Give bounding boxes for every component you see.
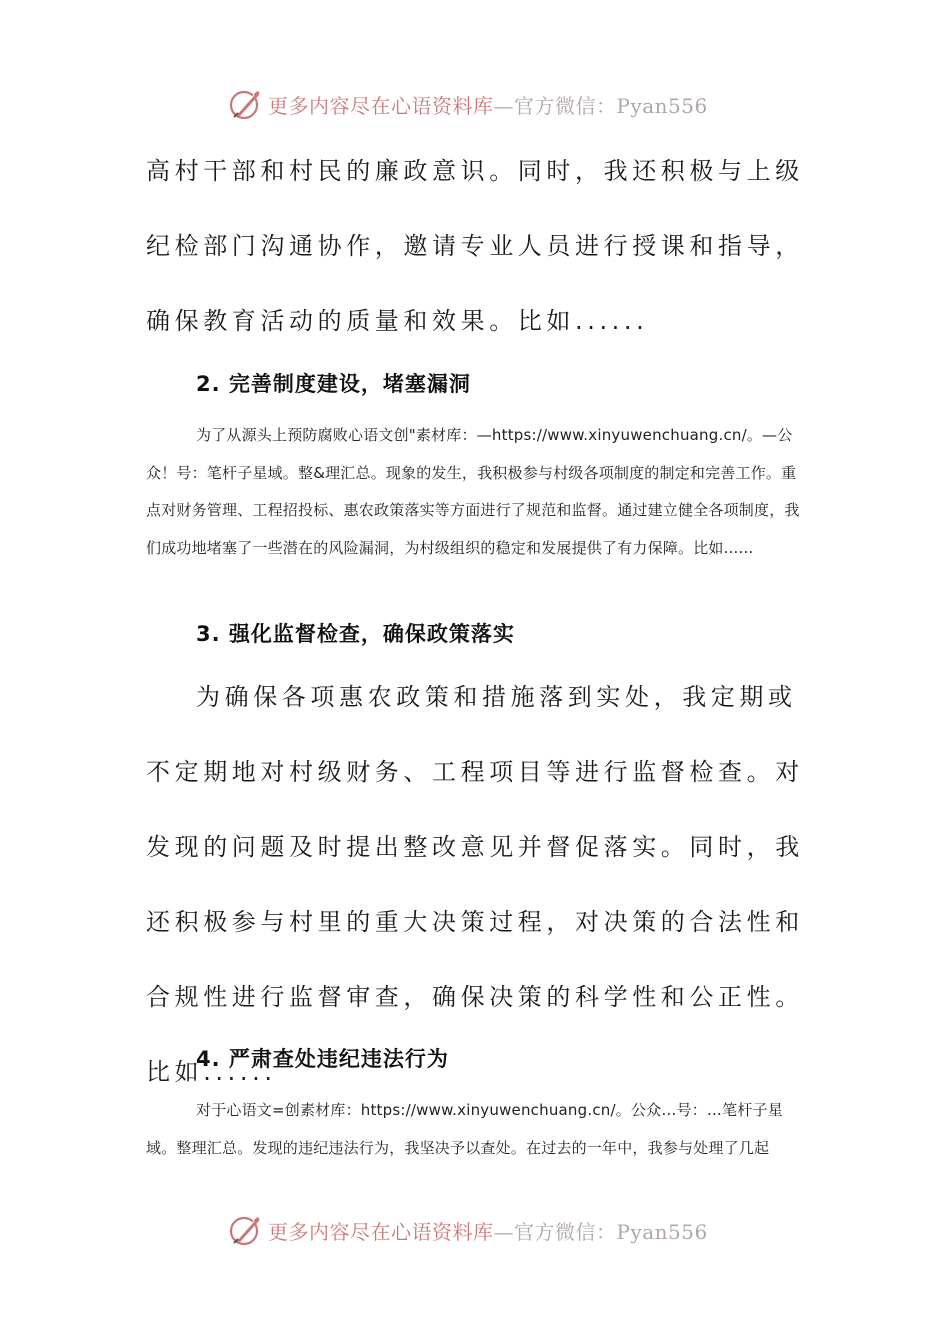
banner-title: 更多内容尽在心语资料库—官方微信：Pyan556 [268, 1219, 708, 1244]
section-heading-2: 2. 完善制度建设，堵塞漏洞 [196, 372, 471, 396]
paragraph-text: 为了从源头上预防腐败心语文创"素材库：—https://www.xinyuwenchuang.cn/。—公众！号：笔杆子星域。整&理汇总。现象的发生，我积极参与村级各项制度的制定和完善工作。重点对财务管理、工程招投标、惠农政策落实等方面进行了规范和监督。通过建立健全各项制度，我们成功地堵塞了一些潜在的风险漏洞，为村级组织的稳定和发展提供了有力保障。比如...... [146, 426, 800, 557]
paragraph-section-2 [146, 417, 806, 567]
paragraph-text: 高村干部和村民的廉政意识。同时，我还积极与上级纪检部门沟通协作，邀请专业人员进行授课和指导，确保教育活动的质量和效果。比如...... [146, 157, 804, 335]
paragraph-section-4 [146, 1092, 806, 1167]
quill-pen-logo-icon [228, 86, 264, 122]
section-heading-4: 4. 严肃查处违纪违法行为 [196, 1047, 449, 1071]
banner-title: 更多内容尽在心语资料库—官方微信：Pyan556 [268, 93, 708, 118]
section-heading-3: 3. 强化监督检查，确保政策落实 [196, 622, 515, 646]
header-banner [228, 84, 708, 124]
paragraph-continued [146, 134, 806, 359]
quill-pen-logo-icon [228, 1212, 264, 1248]
paragraph-text: 为确保各项惠农政策和措施落到实处，我定期或不定期地对村级财务、工程项目等进行监督检查。对发现的问题及时提出整改意见并督促落实。同时，我还积极参与村里的重大决策过程，对决策的合法性和合规性进行监督审查，确保决策的科学性和公正性。比如...... [146, 683, 804, 1086]
paragraph-text: 对于心语文=创素材库：https://www.xinyuwenchuang.cn/。公众…号：…笔杆子星域。整理汇总。发现的违纪违法行为，我坚决予以查处。在过去的一年中，我参与处理了几起 [146, 1101, 783, 1157]
footer-banner [228, 1210, 708, 1250]
